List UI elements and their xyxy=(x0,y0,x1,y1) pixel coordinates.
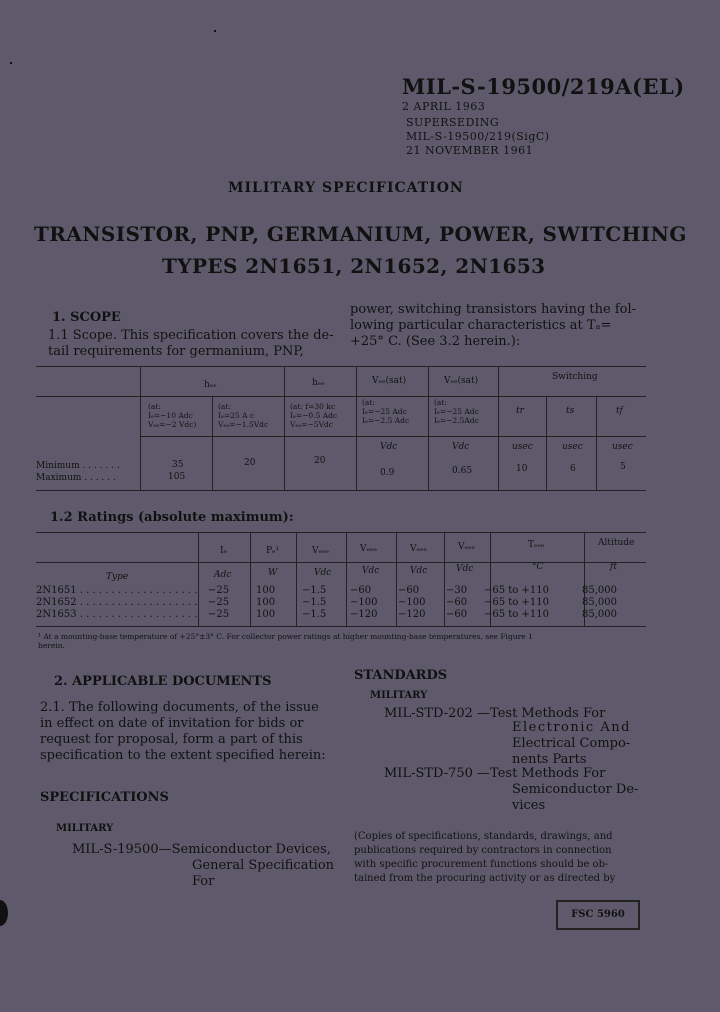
standards-heading: STANDARDS xyxy=(354,668,448,683)
col-ts: ts xyxy=(566,406,575,416)
applicable-text: 2.1. The following documents, of the issue in effect on date of invitation for bids or request for proposal, form a part of this specification to the extent specified herein: xyxy=(40,700,326,763)
cond-2: (at: Iₑ=25 A c Vₑₑ=−1.5Vdc xyxy=(218,402,269,429)
std-ref-2-l3: vices xyxy=(512,798,546,813)
runit-vdc3: Vdc xyxy=(410,566,428,576)
cond-3: (at: f=30 kc Iₑ=−0.5 Adc Vₑₑ=−5Vdc xyxy=(290,402,338,429)
max-hfe: 105 xyxy=(168,472,186,482)
unit-vbe: Vdc xyxy=(380,442,398,452)
spec-military: MILITARY xyxy=(56,823,114,834)
std-ref-1: MIL-STD-202 —Test Methods For xyxy=(384,706,606,721)
max-tr: 10 xyxy=(516,464,528,474)
min-hfe2: 20 xyxy=(314,456,326,466)
rcol-vcb: Vₑₑₑ xyxy=(410,544,427,554)
applicable-heading: 2. APPLICABLE DOCUMENTS xyxy=(54,674,272,689)
col-hfe2: hₑₑ xyxy=(312,378,325,388)
doc-date: 2 APRIL 1963 xyxy=(402,100,486,113)
std-ref-1-l4: nents Parts xyxy=(512,752,587,767)
std-ref-2: MIL-STD-750 —Test Methods For xyxy=(384,766,606,781)
specifications-heading: SPECIFICATIONS xyxy=(40,790,169,805)
rcol-vce: Vₑₑₑ xyxy=(360,544,377,554)
rcol-ic: Iₑ xyxy=(220,546,228,556)
spec-ref-1: MIL-S-19500—Semiconductor Devices, xyxy=(72,842,331,857)
runit-adc: Adc xyxy=(214,570,232,580)
scope-heading: 1. SCOPE xyxy=(52,310,121,325)
unit-ts: usec xyxy=(562,442,583,452)
rcol-tstg: Tₑₑₑ xyxy=(528,540,545,550)
runit-w: W xyxy=(268,568,278,578)
runit-vdc1: Vdc xyxy=(314,568,332,578)
row-max-label: Maximum . . . . . . xyxy=(36,473,116,483)
max-ts: 6 xyxy=(570,464,576,474)
superseded-date: 21 NOVEMBER 1961 xyxy=(406,144,534,157)
unit-tr: usec xyxy=(512,442,533,452)
col-vce: Vₑₑ(sat) xyxy=(444,376,479,386)
scan-mark xyxy=(214,30,216,32)
runit-ft: ft xyxy=(610,562,617,572)
spec-type: MILITARY SPECIFICATION xyxy=(228,180,464,196)
std-ref-1-l2: Electronic And xyxy=(512,720,631,735)
superseding-label: SUPERSEDING xyxy=(406,116,500,129)
runit-vdc4: Vdc xyxy=(456,564,474,574)
cond-1: (at: Iₑ=−10 Adc Vₑₑ=−2 Vdc) xyxy=(148,402,197,429)
ratings-footnote: ¹ At a mounting-base temperature of +25°±3° C. For collector power ratings at higher mounting-base temperatures, see Figure 1 herein. xyxy=(38,632,533,650)
col-hfe: hₑₑ xyxy=(204,380,217,390)
runit-degc: °C xyxy=(532,562,544,572)
col-tf: tf xyxy=(616,406,623,416)
std-ref-1-l3: Electrical Compo- xyxy=(512,736,631,751)
min-hfe-b: 20 xyxy=(244,458,256,468)
scan-mark xyxy=(10,62,12,64)
rcol-altitude: Altitude xyxy=(598,538,635,548)
fsc-box: FSC 5960 xyxy=(556,900,640,930)
row-min-label: Minimum . . . . . . . xyxy=(36,461,120,471)
col-vbe: Vₑₑ(sat) xyxy=(372,376,407,386)
col-switching: Switching xyxy=(552,372,598,382)
ratings-heading: 1.2 Ratings (absolute maximum): xyxy=(50,510,294,525)
rating-row: 2N1651 . . . . . . . . . . . . . . . . . . . −25 100 −1.5 −60 −60 −30 −65 to +110 85,000 2N1652 . . . . . . . . . . . . . . . . . . . −25 100 −1.5 −100 −100 −60 −65 to +110 85,000 2N1653 . . . . . . . . . . . . . . . . . . . −25 100 −1.5 −120 −120 −60 −65 to +110 85,000 xyxy=(36,584,617,620)
punch-hole xyxy=(0,900,8,926)
runit-vdc2: Vdc xyxy=(362,566,380,576)
doc-number: MIL-S-19500/219A(EL) xyxy=(402,74,685,99)
scope-right-text: power, switching transistors having the fol- lowing particular characteristics at Tₐ= +25° C. (See 3.2 herein.): xyxy=(350,302,637,349)
min-hfe: 35 xyxy=(172,460,184,470)
title-line-2: TYPES 2N1651, 2N1652, 2N1653 xyxy=(162,254,546,278)
unit-tf: usec xyxy=(612,442,633,452)
rcol-pt: Pₑ¹ xyxy=(266,546,280,556)
rcol-vceo: Vₑₑₑ xyxy=(458,542,475,552)
cond-4: (at: Iₑ=−25 Adc Iₑ=−2.5 Adc xyxy=(362,398,410,425)
spec-ref-1-line2: General Specification xyxy=(192,858,335,873)
max-tf: 5 xyxy=(620,462,626,472)
superseded-doc: MIL-S-19500/219(SigC) xyxy=(406,130,550,143)
max-vbe: 0.9 xyxy=(380,468,395,478)
col-tr: tr xyxy=(516,406,524,416)
rcol-veb: Vₑₑₑ xyxy=(312,546,329,556)
std-military: MILITARY xyxy=(370,690,428,701)
std-ref-2-l2: Semiconductor De- xyxy=(512,782,639,797)
title-line-1: TRANSISTOR, PNP, GERMANIUM, POWER, SWITCHING xyxy=(34,222,687,246)
runit-type: Type xyxy=(106,572,129,582)
copies-note: (Copies of specifications, standards, drawings, and publications required by contractors in connection with specific procurement functions should be ob- tained from the procuring activity or as directed by xyxy=(354,831,616,884)
scope-left-text: 1.1 Scope. This specification covers the de- tail requirements for germanium, PNP, xyxy=(48,328,334,359)
cond-5: (at: Iₑ=−25 Adc Iₑ=−2.5Adc xyxy=(434,398,479,425)
spec-ref-1-line3: For xyxy=(192,874,215,889)
unit-vce: Vdc xyxy=(452,442,470,452)
max-vce: 0.65 xyxy=(452,466,473,476)
